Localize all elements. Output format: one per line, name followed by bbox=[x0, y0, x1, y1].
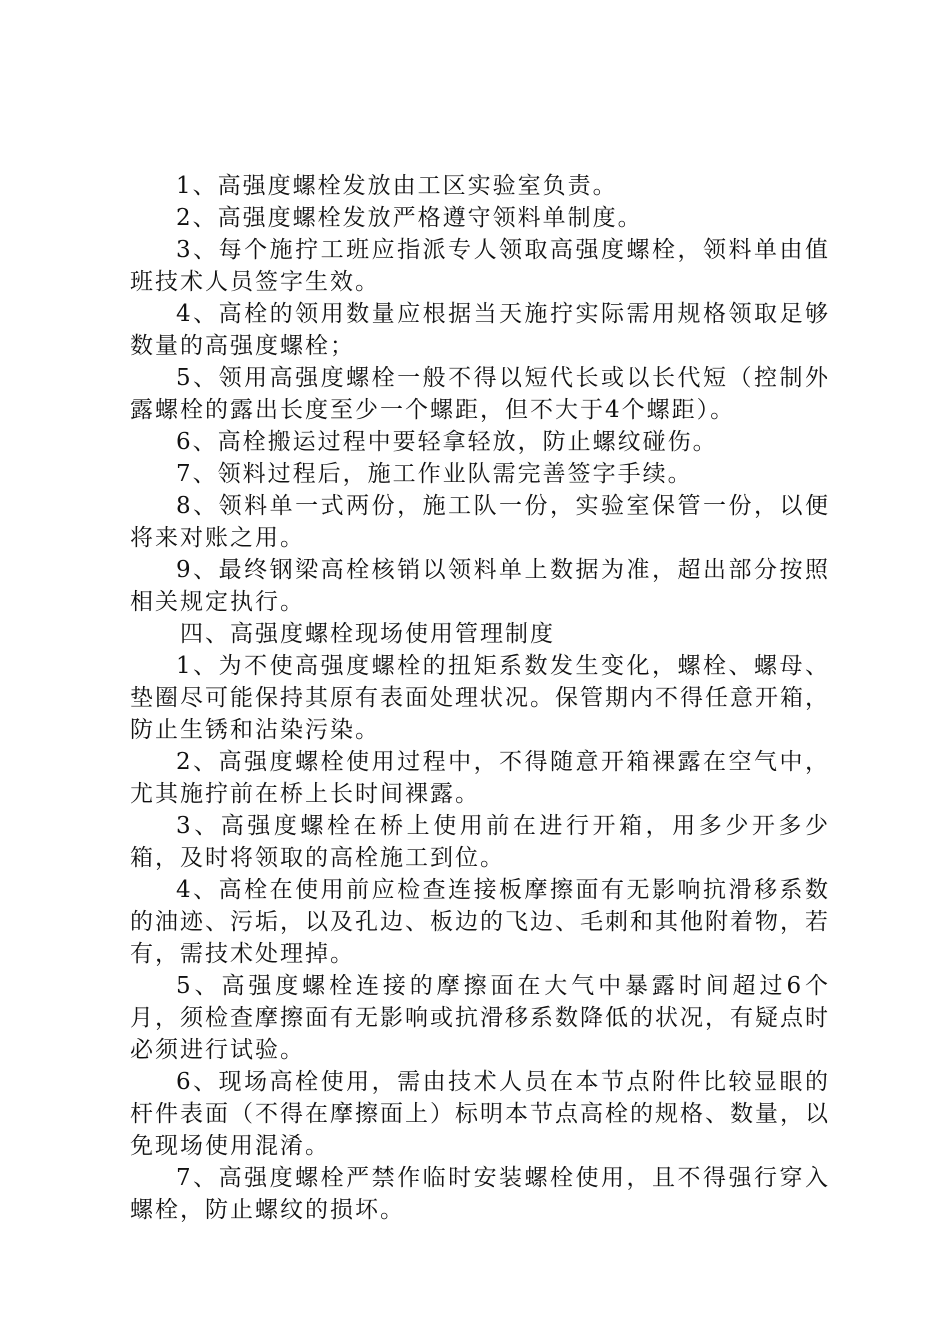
paragraph-1: 1、高强度螺栓发放由工区实验室负责。 bbox=[176, 173, 618, 199]
usage-paragraph-1: 1、为不使高强度螺栓的扭矩系数发生变化，螺栓、螺母、垫圈尽可能保持其原有表面处理状况。保管期内不得任意开箱，防止生锈和沾染污染。 bbox=[130, 653, 830, 743]
usage-paragraph-5: 5、高强度螺栓连接的摩擦面在大气中暴露时间超过6个月，须检查摩擦面有无影响或抗滑移系数降低的状况，有疑点时必须进行试验。 bbox=[130, 973, 830, 1063]
usage-paragraph-7: 7、高强度螺栓严禁作临时安装螺栓使用，且不得强行穿入螺栓，防止螺纹的损坏。 bbox=[130, 1165, 830, 1223]
paragraph-3: 3、每个施拧工班应指派专人领取高强度螺栓，领料单由值班技术人员签字生效。 bbox=[130, 237, 830, 295]
paragraph-7: 7、领料过程后，施工作业队需完善签字手续。 bbox=[176, 461, 693, 487]
paragraph-8: 8、领料单一式两份，施工队一份，实验室保管一份，以便将来对账之用。 bbox=[130, 493, 830, 551]
usage-paragraph-6: 6、现场高栓使用，需由技术人员在本节点附件比较显眼的杆件表面（不得在摩擦面上）标明本节点高栓的规格、数量，以免现场使用混淆。 bbox=[130, 1069, 830, 1159]
paragraph-2: 2、高强度螺栓发放严格遵守领料单制度。 bbox=[176, 205, 643, 231]
paragraph-4: 4、高栓的领用数量应根据当天施拧实际需用规格领取足够数量的高强度螺栓； bbox=[130, 301, 830, 359]
usage-paragraph-4: 4、高栓在使用前应检查连接板摩擦面有无影响抗滑移系数的油迹、污垢，以及孔边、板边的飞边、毛刺和其他附着物，若有，需技术处理掉。 bbox=[130, 877, 830, 967]
paragraph-6: 6、高栓搬运过程中要轻拿轻放，防止螺纹碰伤。 bbox=[176, 429, 718, 455]
paragraph-5: 5、领用高强度螺栓一般不得以短代长或以长代短（控制外露螺栓的露出长度至少一个螺距，但不大于4个螺距）。 bbox=[130, 365, 830, 423]
section-heading: 四、高强度螺栓现场使用管理制度 bbox=[180, 621, 555, 647]
usage-paragraph-2: 2、高强度螺栓使用过程中，不得随意开箱裸露在空气中，尤其施拧前在桥上长时间裸露。 bbox=[130, 749, 830, 807]
document-body bbox=[130, 170, 830, 1226]
usage-paragraph-3: 3、高强度螺栓在桥上使用前在进行开箱，用多少开多少箱，及时将领取的高栓施工到位。 bbox=[130, 813, 830, 871]
paragraph-9: 9、最终钢梁高栓核销以领料单上数据为准，超出部分按照相关规定执行。 bbox=[130, 557, 830, 615]
